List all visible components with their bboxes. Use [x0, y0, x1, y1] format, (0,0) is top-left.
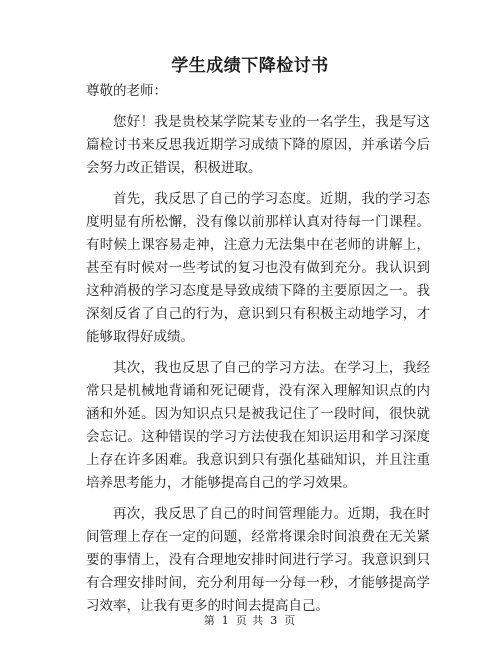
- page-number-current: 1: [221, 614, 230, 627]
- page-footer: [0, 614, 500, 628]
- salutation: 尊敬的老师：: [86, 83, 167, 99]
- paragraph-greeting: 您好！我是贵校某学院某专业的一名学生，我是写这篇检讨书来反思我近期学习成绩下降的原因，并承诺今后会努力改正错误，积极进取。: [86, 114, 430, 176]
- page-mid: 页 共: [235, 614, 265, 627]
- paragraph-attitude: 首先，我反思了自己的学习态度。近期，我的学习态度明显有所松懈，没有像以前那样认真对待每一门课程。有时候上课容易走神，注意力无法集中在老师的讲解上，甚至有时候对一些考试的复习也没有做到充分。我认识到这种消极的学习态度是导致成绩下降的主要原因之一。我深刻反省了自己的行为，意识到只有积极主动地学习，才能够取得好成绩。: [86, 191, 430, 345]
- page-suffix: 页: [284, 614, 297, 627]
- page-number-total: 3: [270, 614, 279, 627]
- paragraph-time-management: 再次，我反思了自己的时间管理能力。近期，我在时间管理上存在一定的问题，经常将课余时间浪费在无关紧要的事情上，没有合理地安排时间进行学习。我意识到只有合理安排时间，充分利用每一分每一秒，才能够提高学习效率，让我有更多的时间去提高自己。: [86, 506, 430, 614]
- document-title: 学生成绩下降检讨书: [171, 56, 329, 76]
- document-body: [86, 80, 430, 618]
- page-prefix: 第: [203, 614, 216, 627]
- paragraph-method: 其次，我也反思了自己的学习方法。在学习上，我经常只是机械地背诵和死记硬背，没有深入理解知识点的内涵和外延。因为知识点只是被我记住了一段时间，很快就会忘记。这种错误的学习方法使我在知识运用和学习深度上存在许多困难。我意识到只有强化基础知识，并且注重培养思考能力，才能够提高自己的学习效果。: [86, 360, 430, 491]
